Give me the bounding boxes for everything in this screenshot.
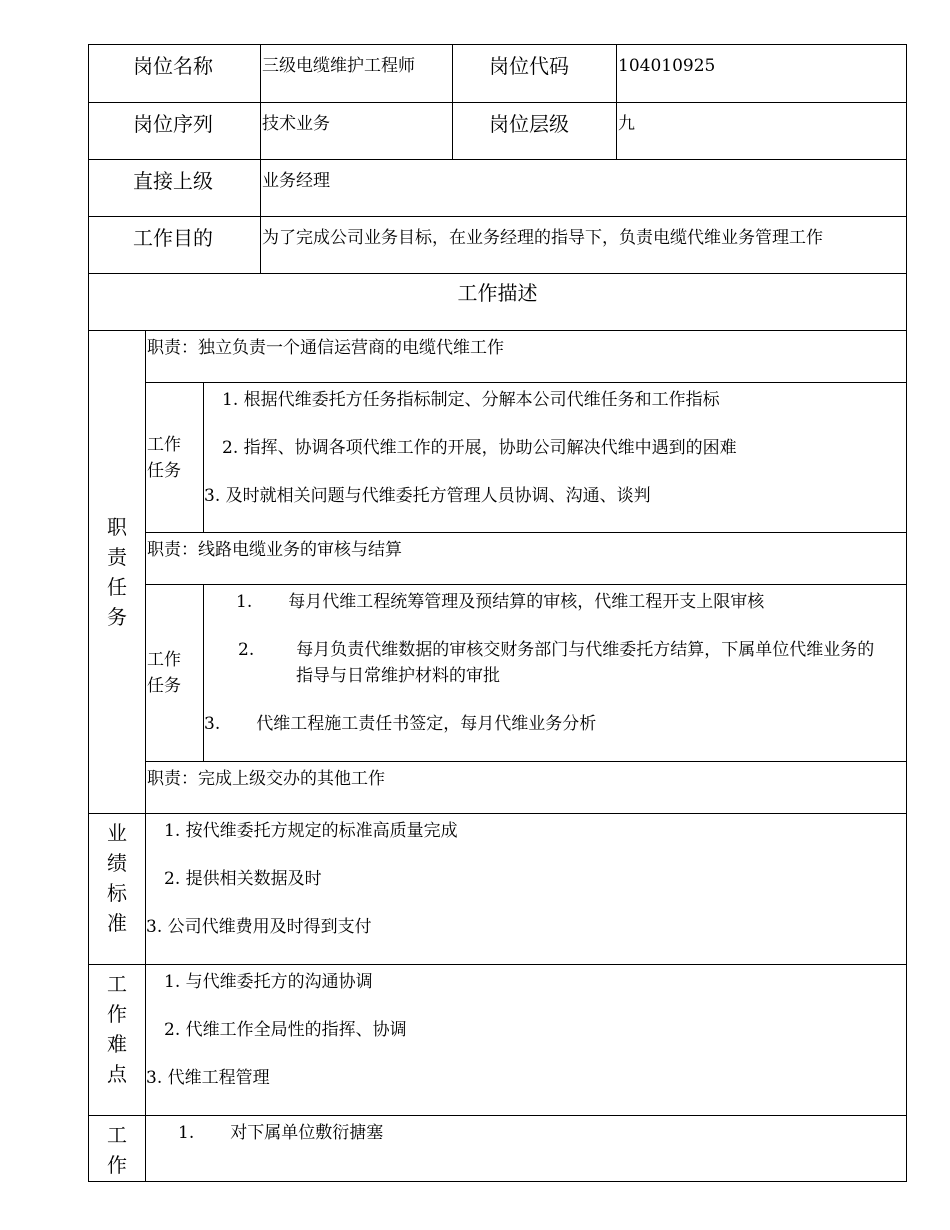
duty-1-task-list bbox=[204, 383, 907, 533]
task-label-2: 工作 任务 bbox=[146, 585, 204, 762]
row-duty-2-tasks bbox=[89, 585, 907, 762]
duty-2: 职责：线路电缆业务的审核与结算 bbox=[146, 533, 907, 585]
sequence-value: 技术业务 bbox=[261, 103, 453, 160]
superior-label: 直接上级 bbox=[89, 160, 261, 217]
duty-2-task-list bbox=[204, 585, 907, 762]
row-superior bbox=[89, 160, 907, 217]
level-label: 岗位层级 bbox=[453, 103, 617, 160]
list-item: 1. 对下属单位敷衍搪塞 bbox=[178, 1123, 384, 1143]
purpose-label: 工作目的 bbox=[89, 217, 261, 274]
duty-1: 职责：独立负责一个通信运营商的电缆代维工作 bbox=[146, 331, 907, 383]
list-item: 3. 及时就相关问题与代维委托方管理人员协调、沟通、谈判 bbox=[204, 486, 651, 506]
position-name-label: 岗位名称 bbox=[89, 45, 261, 103]
description-title: 工作描述 bbox=[89, 274, 907, 331]
performance-list bbox=[146, 814, 907, 965]
position-code-value: 104010925 bbox=[617, 45, 907, 103]
duties-label: 职 责 任 务 bbox=[89, 331, 146, 814]
duty-3: 职责：完成上级交办的其他工作 bbox=[146, 762, 907, 814]
list-item: 1. 每月代维工程统筹管理及预结算的审核，代维工程开支上限审核 bbox=[236, 592, 765, 612]
purpose-value: 为了完成公司业务目标，在业务经理的指导下，负责电缆代维业务管理工作 bbox=[261, 217, 907, 274]
list-item: 2. 代维工作全局性的指挥、协调 bbox=[164, 1020, 407, 1040]
list-item: 3. 代维工程施工责任书签定，每月代维业务分析 bbox=[204, 714, 597, 734]
row-last-section bbox=[89, 1116, 907, 1182]
position-code-label: 岗位代码 bbox=[453, 45, 617, 103]
row-difficulties bbox=[89, 965, 907, 1116]
list-item: 1. 根据代维委托方任务指标制定、分解本公司代维任务和工作指标 bbox=[222, 390, 720, 410]
superior-value: 业务经理 bbox=[261, 160, 907, 217]
list-item: 2. 指挥、协调各项代维工作的开展，协助公司解决代维中遇到的困难 bbox=[222, 438, 737, 458]
row-sequence bbox=[89, 103, 907, 160]
row-duty-1 bbox=[89, 331, 907, 383]
last-section-label: 工 作 bbox=[89, 1116, 146, 1182]
list-item: 3. 代维工程管理 bbox=[146, 1068, 270, 1088]
difficulties-list bbox=[146, 965, 907, 1116]
last-section-list bbox=[146, 1116, 907, 1182]
sequence-label: 岗位序列 bbox=[89, 103, 261, 160]
row-duty-2 bbox=[89, 533, 907, 585]
position-name-value: 三级电缆维护工程师 bbox=[261, 45, 453, 103]
level-value: 九 bbox=[617, 103, 907, 160]
difficulties-label: 工 作 难 点 bbox=[89, 965, 146, 1116]
row-duty-1-tasks bbox=[89, 383, 907, 533]
list-item: 3. 公司代维费用及时得到支付 bbox=[146, 917, 372, 937]
task-label-1: 工作 任务 bbox=[146, 383, 204, 533]
job-description-table bbox=[88, 44, 907, 1182]
row-duty-3 bbox=[89, 762, 907, 814]
performance-label: 业 绩 标 准 bbox=[89, 814, 146, 965]
list-item: 1. 按代维委托方规定的标准高质量完成 bbox=[164, 821, 458, 841]
list-item: 2. 提供相关数据及时 bbox=[164, 869, 322, 889]
row-description-title bbox=[89, 274, 907, 331]
list-item: 2. 每月负责代维数据的审核交财务部门与代维委托方结算，下属单位代维业务的指导与日常维护材料的审批 bbox=[238, 640, 875, 686]
list-item: 1. 与代维委托方的沟通协调 bbox=[164, 972, 373, 992]
job-description-document bbox=[88, 44, 906, 1182]
row-performance bbox=[89, 814, 907, 965]
row-position-name bbox=[89, 45, 907, 103]
row-purpose bbox=[89, 217, 907, 274]
